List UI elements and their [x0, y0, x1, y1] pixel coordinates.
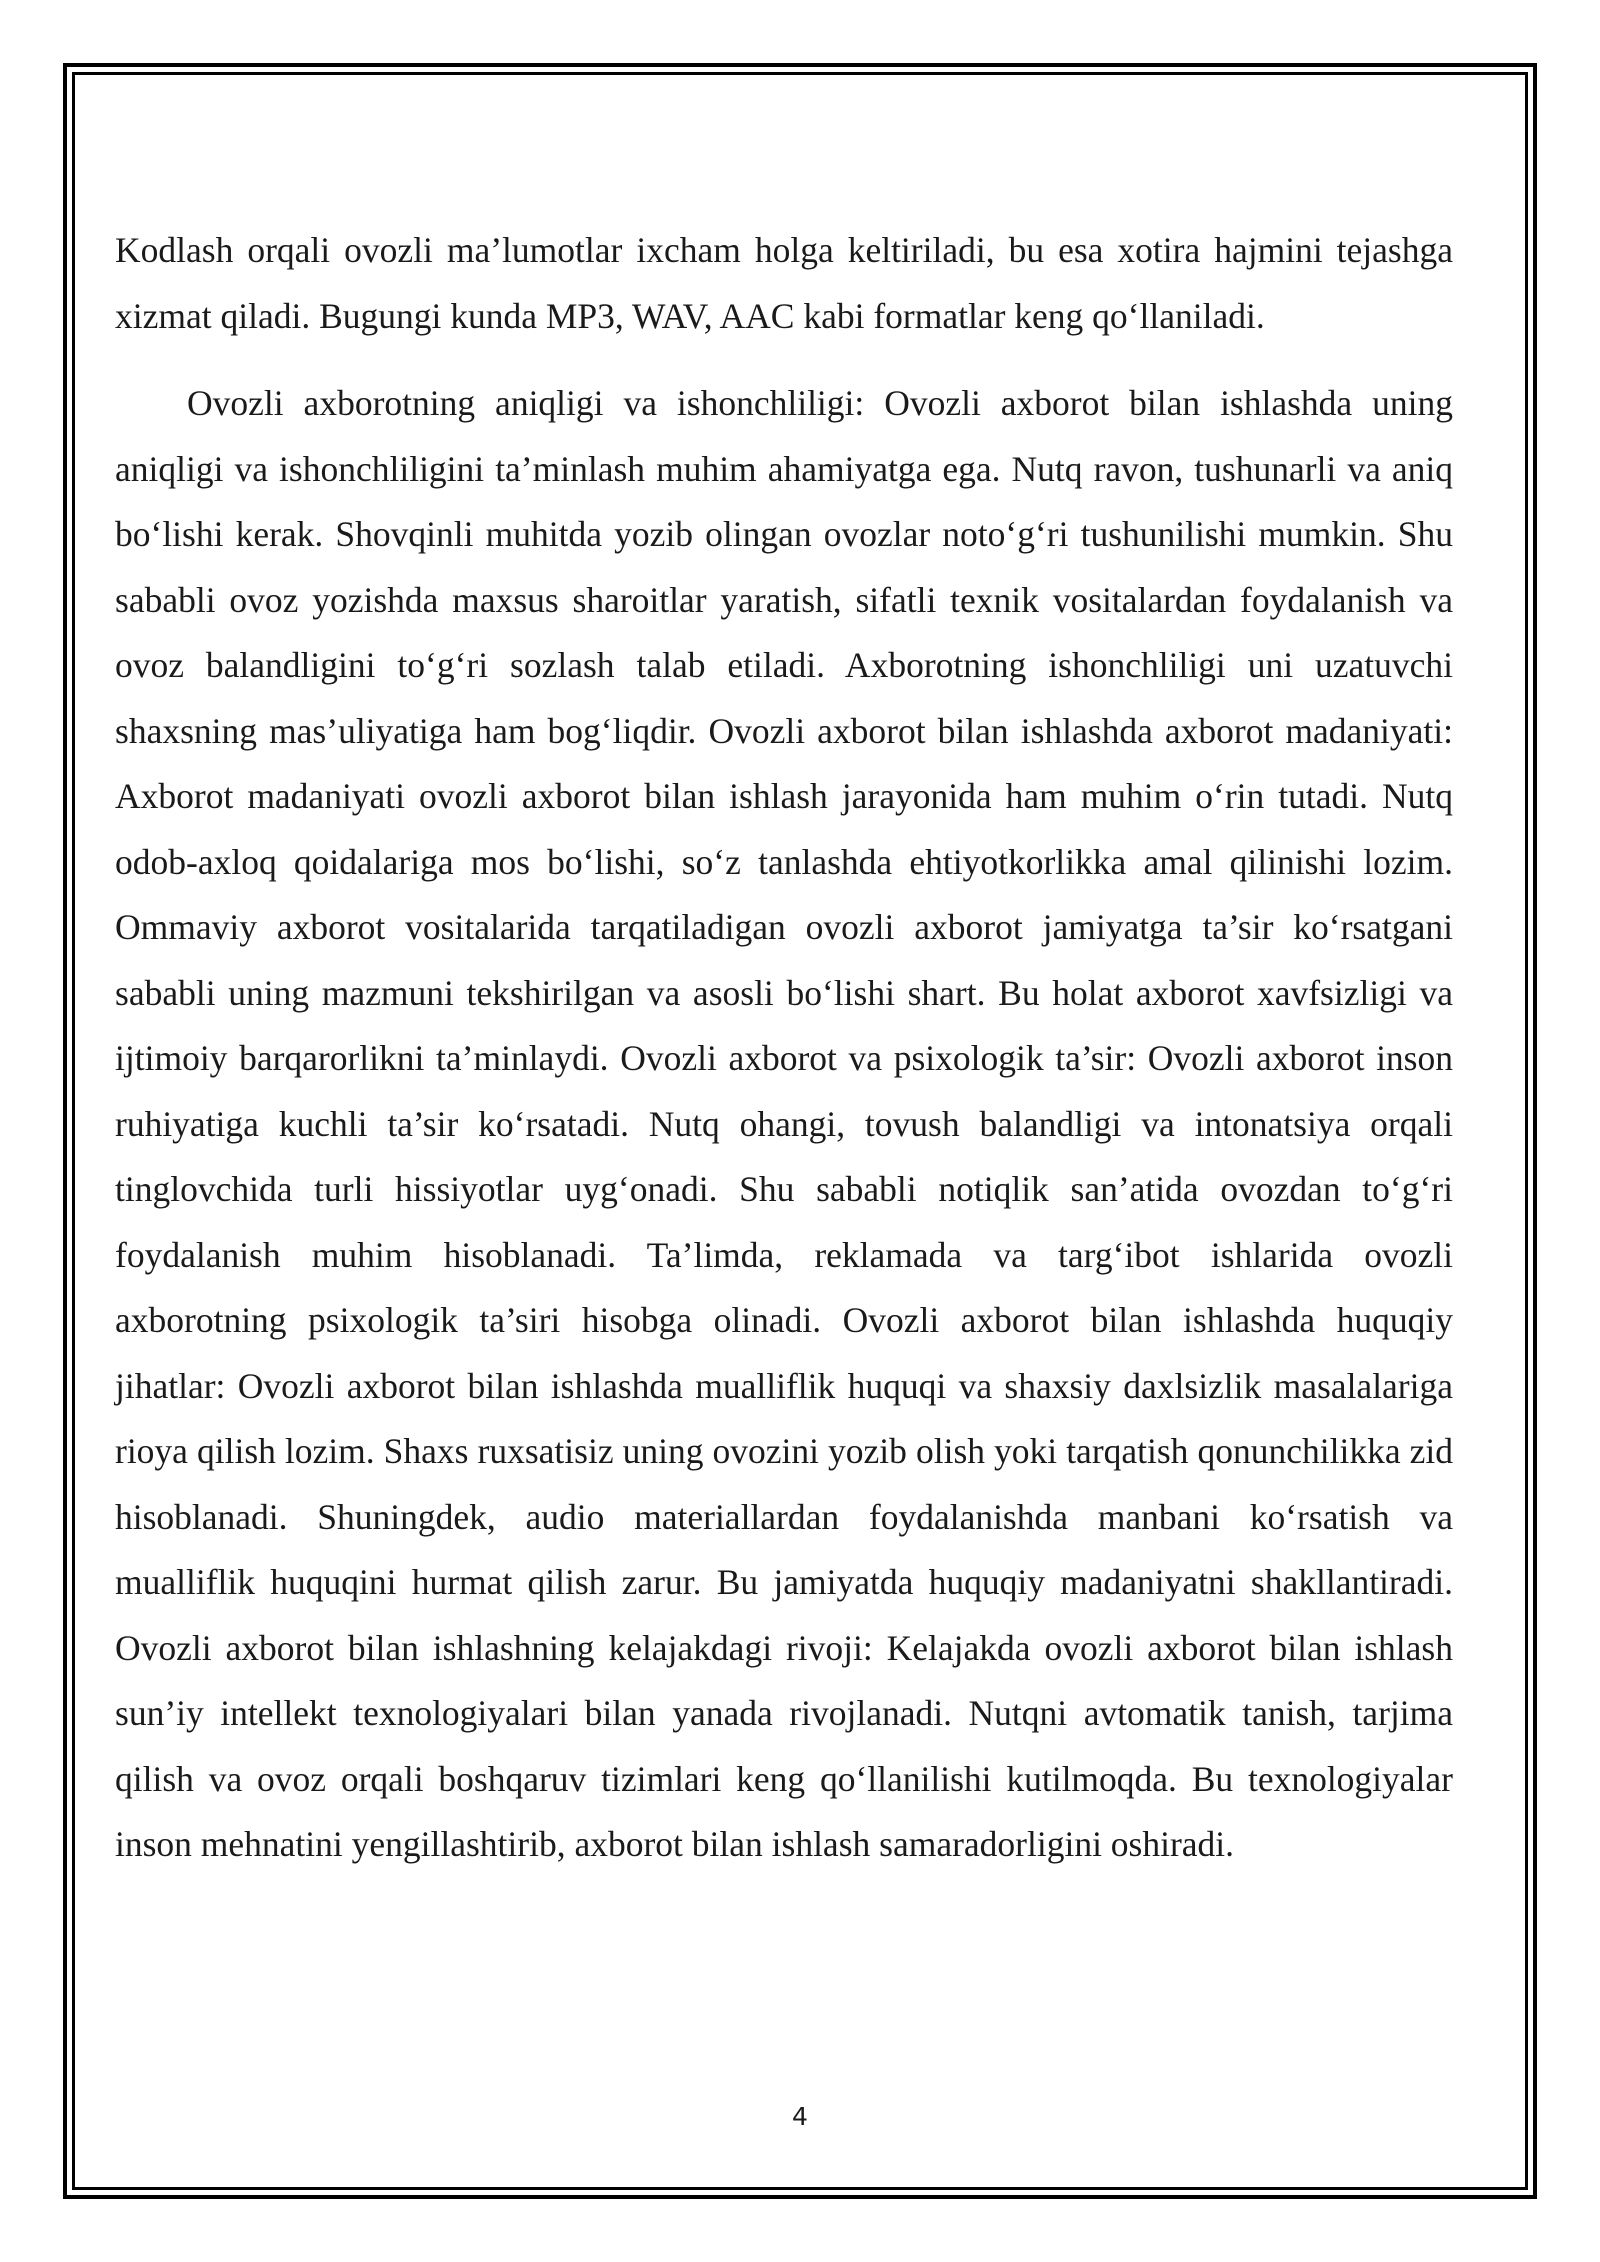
paragraph-1: Kodlash orqali ovozli ma’lumotlar ixcham holga keltiriladi, bu esa xotira hajmini tejashga xizmat qiladi. Bugungi kunda MP3, WAV, AAC kabi formatlar keng qo‘llaniladi.	[115, 230, 1453, 336]
document-body	[115, 218, 1453, 1878]
page-number: 4	[792, 2102, 808, 2131]
paragraph-2: Ovozli axborotning aniqligi va ishonchliligi: Ovozli axborot bilan ishlashda uning aniqligi va ishonchliligini ta’minlash muhim ahamiyatga ega. Nutq ravon, tushunarli va aniq bo‘lishi kerak. Shovqinli muhitda yozib olingan ovozlar noto‘g‘ri tushunilishi mumkin. Shu sababli ovoz yozishda maxsus sharoitlar yaratish, sifatli texnik vositalardan foydalanish va ovoz balandligini to‘g‘ri sozlash talab etiladi. Axborotning ishonchliligi uni uzatuvchi shaxsning mas’uliyatiga ham bog‘liqdir. Ovozli axborot bilan ishlashda axborot madaniyati: Axborot madaniyati ovozli axborot bilan ishlash jarayonida ham muhim o‘rin tutadi. Nutq odob-axloq qoidalariga mos bo‘lishi, so‘z tanlashda ehtiyotkorlikka amal qilinishi lozim. Ommaviy axborot vositalarida tarqatiladigan ovozli axborot jamiyatga ta’sir ko‘rsatgani sababli uning mazmuni tekshirilgan va asosli bo‘lishi shart. Bu holat axborot xavfsizligi va ijtimoiy barqarorlikni ta’minlaydi. Ovozli axborot va psixologik ta’sir: Ovozli axborot inson ruhiyatiga kuchli ta’sir ko‘rsatadi. Nutq ohangi, tovush balandligi va intonatsiya orqali tinglovchida turli hissiyotlar uyg‘onadi. Shu sababli notiqlik san’atida ovozdan to‘g‘ri foydalanish muhim hisoblanadi. Ta’limda, reklamada va targ‘ibot ishlarida ovozli axborotning psixologik ta’siri hisobga olinadi. Ovozli axborot bilan ishlashda huquqiy jihatlar: Ovozli axborot bilan ishlashda mualliflik huquqi va shaxsiy daxlsizlik masalalariga rioya qilish lozim. Shaxs ruxsatisiz uning ovozini yozib olish yoki tarqatish qonunchilikka zid hisoblanadi. Shuningdek, audio materiallardan foydalanishda manbani ko‘rsatish va mualliflik huquqini hurmat qilish zarur. Bu jamiyatda huquqiy madaniyatni shakllantiradi. Ovozli axborot bilan ishlashning kelajakdagi rivoji: Kelajakda ovozli axborot bilan ishlash sun’iy intellekt texnologiyalari bilan yanada rivojlanadi. Nutqni avtomatik tanish, tarjima qilish va ovoz orqali boshqaruv tizimlari keng qo‘llanilishi kutilmoqda. Bu texnologiyalar inson mehnatini yengillashtirib, axborot bilan ishlash samaradorligini oshiradi.	[115, 383, 1453, 1864]
